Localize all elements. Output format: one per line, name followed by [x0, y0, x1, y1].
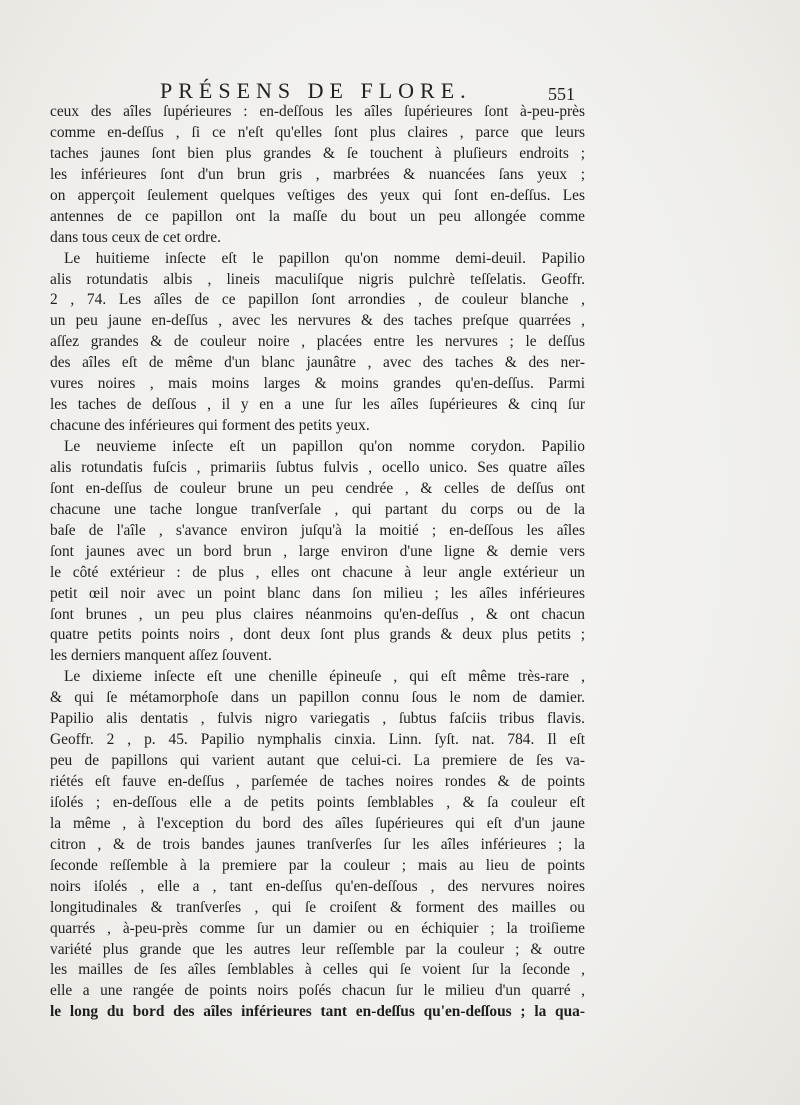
text-line: longitudinales & tranſverſes , qui ſe croiſent & forment des mailles ou	[50, 898, 585, 916]
text-line: dans tous ceux de cet ordre.	[50, 228, 221, 246]
text-line: riétés eſt fauve en-deſſus , parſemée de taches noires rondes & de points	[50, 773, 585, 790]
text-line: noirs iſolés , elle a , tant en-deſſus qu'en-deſſous , des nervures noires	[50, 877, 585, 895]
text-line: ſont jaunes avec un bord brun , large environ d'une ligne & demie vers	[50, 542, 585, 560]
text-line: 2 , 74. Les aîles de ce papillon ſont arrondies , de couleur blanche ,	[50, 291, 585, 309]
text-line: les derniers manquent aſſez ſouvent.	[50, 647, 272, 665]
text-line: vures noires , mais moins larges & moins grandes qu'en-deſſus. Parmi	[50, 375, 585, 393]
text-line: Geoffr. 2 , p. 45. Papilio nymphalis cinxia. Linn. ſyſt. nat. 784. Il eſt	[50, 731, 585, 749]
text-line: aſſez grandes & de couleur noire , placées entre les nervures ; le deſſus	[50, 333, 585, 351]
text-line: les inférieures ſont d'un brun gris , marbrées & nuancées ſans yeux ;	[50, 165, 585, 183]
text-line: peu de papillons qui varient autant que celui-ci. La premiere de ſes va-	[50, 752, 585, 770]
text-line: chacune une tache longue tranſverſale , qui partant du corps ou de la	[50, 500, 585, 518]
text-line: alis rotundatis fuſcis , primariis ſubtus fulvis , ocello unico. Ses quatre aîles	[50, 458, 585, 476]
text-line: alis rotundatis albis , lineis maculiſque nigris pulchrè teſſelatis. Geoffr.	[50, 270, 585, 288]
text-line: la même , à l'exception du bord des aîles ſupérieures qui eſt d'un jaune	[50, 814, 585, 832]
text-line: des aîles eſt de même d'un blanc jaunâtre , avec des taches & des ner-	[50, 354, 585, 372]
text-line: ſont en-deſſus de couleur brune un peu cendrée , & celles de deſſus ont	[50, 479, 585, 497]
text-line: Papilio alis dentatis , fulvis nigro variegatis , ſubtus faſciis tribus flavis.	[50, 710, 585, 728]
text-line: citron , & de trois bandes jaunes tranſverſes ſur les aîles inférieures ; la	[50, 835, 585, 853]
text-line: petit œil noir avec un point blanc dans ſon milieu ; les aîles inférieures	[50, 584, 585, 602]
text-line: quatre petits points noirs , dont deux ſont plus grands & deux plus petits ;	[50, 626, 585, 644]
text-line: on apperçoit ſeulement quelques veſtiges des yeux qui ſont en-deſſus. Les	[50, 186, 585, 204]
text-line: les taches de deſſous , il y en a une ſur les aîles ſupérieures & cinq ſur	[50, 396, 585, 414]
text-line: un peu jaune en-deſſus , avec les nervures & des taches preſque quarrées ,	[50, 312, 585, 330]
text-line: le côté extérieur : de plus , elles ont chacune à leur angle extérieur un	[50, 563, 585, 581]
text-line: antennes de ce papillon ont la maſſe du bout un peu allongée comme	[50, 207, 585, 225]
text-line: ſeconde reſſemble à la premiere par la couleur ; mais au lieu de points	[50, 856, 585, 874]
text-line: baſe de l'aîle , s'avance environ juſqu'à la moitié ; en-deſſous les aîles	[50, 521, 585, 539]
text-line: ceux des aîles ſupérieures : en-deſſous les aîles ſupérieures ſont à-peu-près	[50, 103, 585, 120]
text-line: le long du bord des aîles inférieures tant en-deſſus qu'en-deſſous ; la qua-	[50, 1003, 585, 1021]
text-line: ſont brunes , un peu plus claires néanmoins qu'en-deſſus , & ont chacun	[50, 605, 585, 623]
text-line: quarrés , à-peu-près comme ſur un damier ou en échiquier ; la troiſieme	[50, 919, 585, 937]
text-line: Le neuvieme inſecte eſt un papillon qu'on nomme corydon. Papilio	[64, 438, 585, 455]
text-line: elle a une rangée de points noirs poſés chacun ſur le milieu d'un quarré ,	[50, 982, 585, 1000]
text-line: variété plus grande que les autres leur reſſemble par la couleur ; & outre	[50, 940, 585, 958]
page-title: PRÉSENS DE FLORE.	[160, 78, 472, 103]
text-line: & qui ſe métamorphoſe dans un papillon connu ſous le nom de damier.	[50, 689, 585, 707]
text-line: iſolés ; en-deſſous elle a de petits points ſemblables , & ſa couleur eſt	[50, 793, 585, 811]
page-number: 551	[548, 84, 575, 104]
text-line: Le dixieme inſecte eſt une chenille épineuſe , qui eſt même très-rare ,	[64, 668, 585, 686]
text-line: chacune des inférieures qui forment des petits yeux.	[50, 417, 370, 435]
text-line: les mailles de ſes aîles ſemblables à celles qui ſe voient ſur la ſeconde ,	[50, 961, 585, 979]
body-text	[50, 102, 585, 1023]
text-line: comme en-deſſus , ſi ce n'eſt qu'elles ſont plus claires , parce que leurs	[50, 123, 585, 141]
text-line: Le huitieme inſecte eſt le papillon qu'on nomme demi-deuil. Papilio	[64, 249, 585, 267]
text-line: taches jaunes ſont bien plus grandes & ſe touchent à pluſieurs endroits ;	[50, 144, 585, 162]
